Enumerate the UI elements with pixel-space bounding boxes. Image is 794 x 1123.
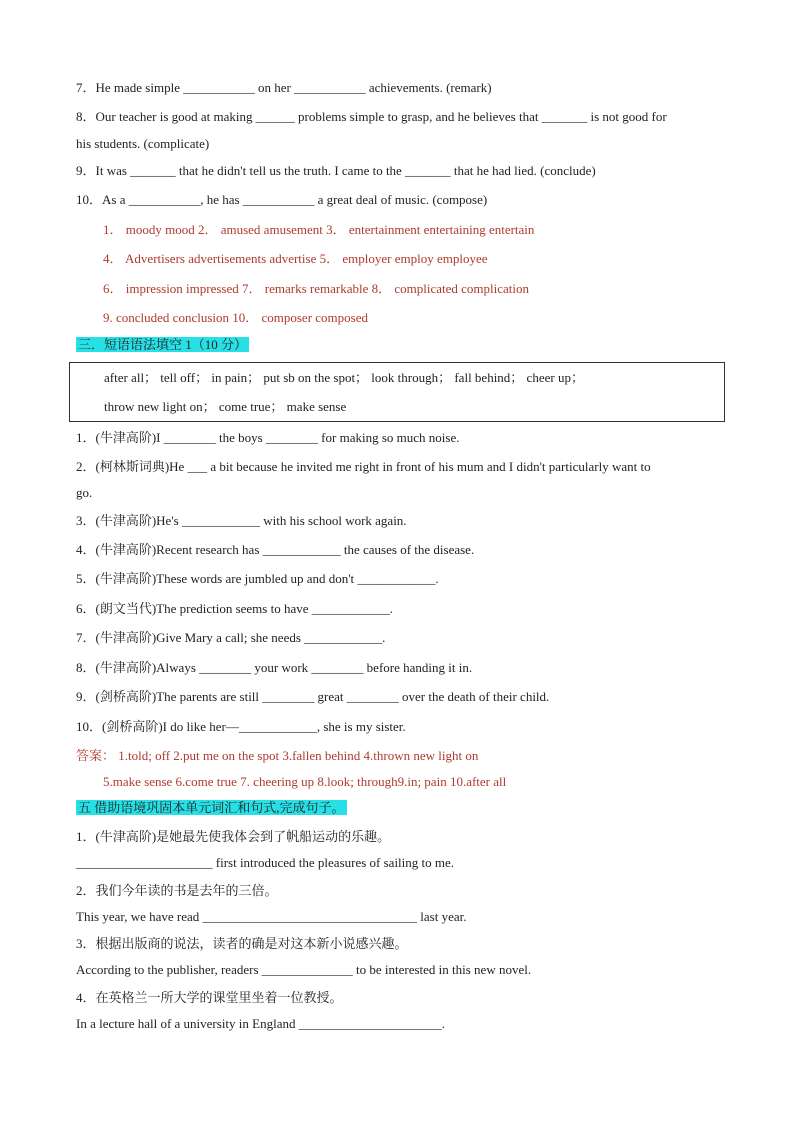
- answer-text-1: 1.told; off 2.put me on the spot 3.fallen behind 4.thrown new light on: [118, 748, 479, 763]
- phrase-question-6: 6．(朗文当代)The prediction seems to have ____________.: [76, 601, 393, 616]
- question-8-line1: 8．Our teacher is good at making ______ problems simple to grasp, and he believes that _______ is not good for: [76, 109, 667, 124]
- translate-item-1-cn: 1．(牛津高阶)是她最先使我体会到了帆船运动的乐趣。: [76, 829, 391, 844]
- phrase-question-7: 7．(牛津高阶)Give Mary a call; she needs ____________.: [76, 630, 386, 645]
- question-7: 7．He made simple ___________ on her ___________ achievements. (remark): [76, 80, 492, 95]
- section-heading-5: [76, 800, 347, 816]
- phrase-question-8: 8．(牛津高阶)Always ________ your work ________ before handing it in.: [76, 660, 473, 675]
- phrase-answers-line-1: [76, 748, 478, 764]
- answer-line-4: 9. concluded conclusion 10． composer composed: [103, 310, 368, 325]
- translate-item-2-cn: 2．我们今年读的书是去年的三倍。: [76, 883, 278, 898]
- answer-label: 答案：: [76, 748, 116, 763]
- answer-line-3: 6． impression impressed 7． remarks remarkable 8． complicated complication: [103, 281, 529, 296]
- question-9: 9．It was _______ that he didn't tell us the truth. I came to the _______ that he had lied. (conclude): [76, 163, 596, 178]
- question-10: 10．As a ___________, he has ___________ a great deal of music. (compose): [76, 192, 488, 207]
- word-bank-box: [69, 362, 725, 422]
- phrase-question-1: 1．(牛津高阶)I ________ the boys ________ for making so much noise.: [76, 430, 460, 445]
- translate-item-1-en: _____________________ first introduced the pleasures of sailing to me.: [76, 855, 455, 870]
- translate-item-4-cn: 4．在英格兰一所大学的课堂里坐着一位教授。: [76, 990, 343, 1005]
- translate-item-3-en: According to the publisher, readers ______________ to be interested in this new novel.: [76, 962, 532, 977]
- word-bank-line-1: after all； tell off； in pain； put sb on the spot； look through； fall behind； cheer up；: [104, 370, 584, 385]
- answer-line-2: 4． Advertisers advertisements advertise 5． employer employ employee: [103, 251, 488, 266]
- phrase-question-3: 3．(牛津高阶)He's ____________ with his school work again.: [76, 513, 407, 528]
- section-heading-3-text: 三．短语语法填空 1（10 分）: [78, 337, 248, 352]
- phrase-question-2: 2．(柯林斯词典)He ___ a bit because he invited me right in front of his mum and I didn't particularly want to: [76, 459, 651, 474]
- phrase-question-4: 4．(牛津高阶)Recent research has ____________ the causes of the disease.: [76, 542, 475, 557]
- phrase-question-10: 10．(剑桥高阶)I do like her—____________, she is my sister.: [76, 719, 406, 734]
- section-heading-5-text: 五 借助语境巩固本单元词汇和句式,完成句子。: [78, 800, 345, 815]
- translate-item-4-en: In a lecture hall of a university in England ______________________.: [76, 1016, 445, 1031]
- phrase-question-5: 5．(牛津高阶)These words are jumbled up and don't ____________.: [76, 571, 439, 586]
- word-bank-line-2: throw new light on； come true； make sense: [104, 399, 347, 414]
- section-heading-3: [76, 337, 249, 353]
- translate-item-2-en: This year, we have read _________________________________ last year.: [76, 909, 467, 924]
- phrase-question-9: 9．(剑桥高阶)The parents are still ________ great ________ over the death of their child.: [76, 689, 550, 704]
- translate-item-3-cn: 3．根据出版商的说法，读者的确是对这本新小说感兴趣。: [76, 936, 408, 951]
- phrase-question-2-cont: go.: [76, 485, 93, 500]
- answer-line-1: 1． moody mood 2． amused amusement 3． entertainment entertaining entertain: [103, 222, 535, 237]
- phrase-answers-line-2: 5.make sense 6.come true 7. cheering up 8.look; through9.in; pain 10.after all: [103, 774, 507, 789]
- question-8-line2: his students. (complicate): [76, 136, 210, 151]
